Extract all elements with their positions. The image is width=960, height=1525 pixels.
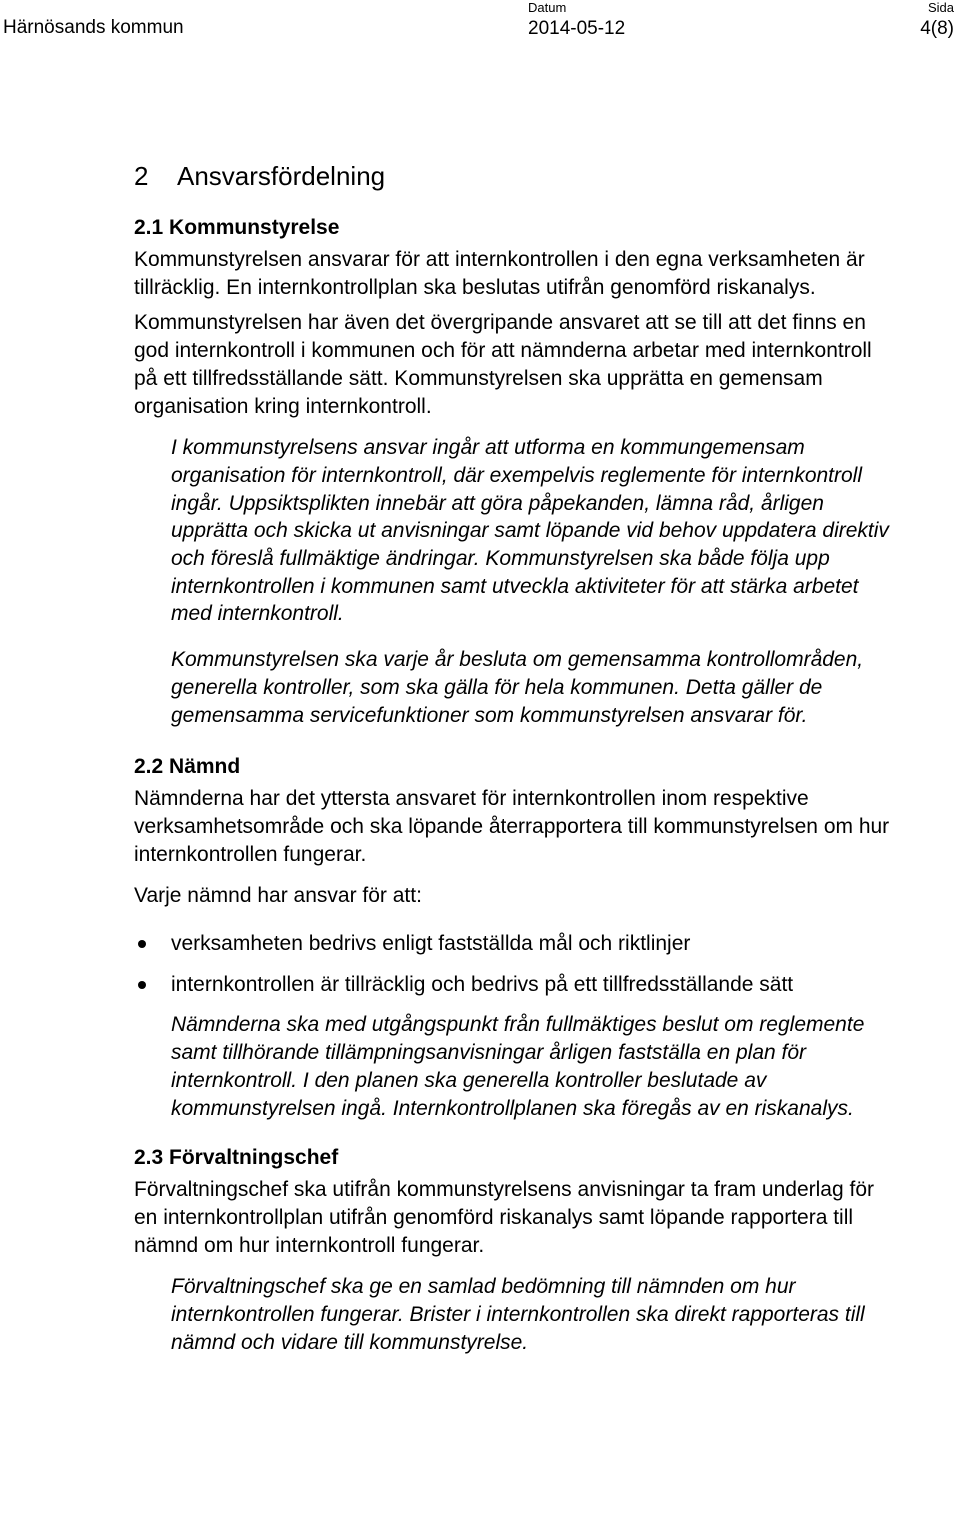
responsibility-list <box>134 930 894 998</box>
subsection-heading-2-2: 2.2 Nämnd <box>134 755 241 779</box>
document-body <box>134 158 894 1357</box>
paragraph: Förvaltningschef ska utifrån kommunstyrelsens anvisningar ta fram underlag för en internkontrollplan utifrån genomförd riskanalys samt löpande rapportera till nämnd om hur internkontroll fungerar. <box>134 1178 875 1257</box>
list-item <box>134 930 894 958</box>
page-number: 4(8) <box>920 18 954 39</box>
date-value: 2014-05-12 <box>528 18 626 39</box>
italic-comment: Nämnderna ska med utgångspunkt från fullmäktiges beslut om reglemente samt tillhörande tillämpningsanvisningar årligen fastställa en plan för internkontroll. I den planen ska generella kontroller beslutade av kommunstyrelsen ingå. Internkontrollplanen ska föregås av en riskanalys. <box>171 1013 865 1120</box>
italic-comment: Kommunstyrelsen ska varje år besluta om gemensamma kontrollområden, generella kontroller, som ska gälla för hela kommunen. Detta gäller de gemensamma servicefunktioner som kommunstyrelsen ansvarar för. <box>171 648 864 727</box>
paragraph: Nämnderna har det yttersta ansvaret för internkontrollen inom respektive verksamhetsområde och ska löpande återrapportera till kommunstyrelsen om hur internkontrollen fungerar. <box>134 787 890 866</box>
section-heading <box>134 158 894 194</box>
list-item-text: internkontrollen är tillräcklig och bedrivs på ett tillfredsställande sätt <box>171 972 794 996</box>
italic-comment: Förvaltningschef ska ge en samlad bedömning till nämnden om hur internkontrollen fungerar. Brister i internkontrollen ska direkt rapporteras till nämnd och vidare till kommunstyrelse. <box>171 1275 865 1354</box>
header-date <box>528 0 625 40</box>
paragraph: Kommunstyrelsen har även det övergripande ansvaret att se till att det finns en god internkontroll i kommunen och för att nämnderna arbetar med internkontroll på ett tillfredsställande sätt. Kommunstyrelsen ska upprätta en gemensam organisation kring internkontroll. <box>134 311 872 418</box>
page-label: Sida <box>927 0 954 15</box>
bullet-icon <box>138 940 146 948</box>
list-item <box>134 971 894 999</box>
list-item-text: verksamheten bedrivs enligt fastställda mål och riktlinjer <box>171 932 691 956</box>
header-page <box>920 0 954 40</box>
section-title: Ansvarsfördelning <box>177 161 386 191</box>
date-label: Datum <box>528 0 567 15</box>
subsection-heading-2-3: 2.3 Förvaltningschef <box>134 1146 339 1170</box>
subsection-heading-2-1: 2.1 Kommunstyrelse <box>134 216 340 239</box>
paragraph: Varje nämnd har ansvar för att: <box>134 884 422 908</box>
paragraph: Kommunstyrelsen ansvarar för att internkontrollen i den egna verksamheten är tillräcklig. En internkontrollplan ska beslutas utifrån genomförd riskanalys. <box>134 248 865 299</box>
organization-name: Härnösands kommun <box>3 17 184 38</box>
section-number: 2 <box>134 161 149 191</box>
italic-comment: I kommunstyrelsens ansvar ingår att utforma en kommungemensam organisation för internkontroll, där exempelvis reglemente för internkontroll ingår. Uppsiktsplikten innebär att göra påpekanden, lämna råd, årligen upprätta och skicka ut anvisningar samt löpande vid behov uppdatera direktiv och föreslå fullmäktige ändringar. Kommunstyrelsen ska både följa upp internkontrollen i kommunen samt utveckla aktiviteter för att stärka arbetet med internkontroll. <box>171 436 889 626</box>
bullet-icon <box>138 981 146 989</box>
